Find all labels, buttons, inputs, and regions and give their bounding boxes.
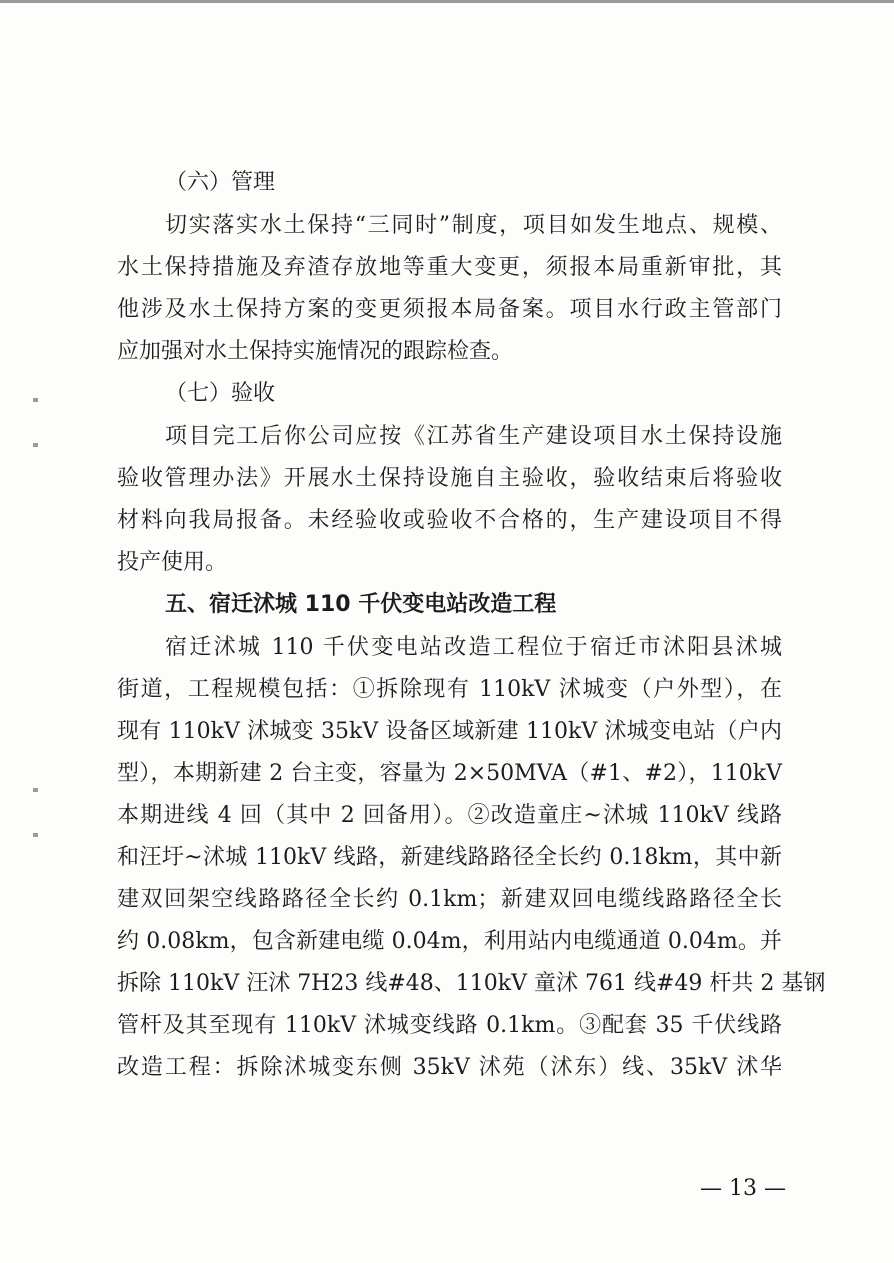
paragraph-line: 投产使用。 xyxy=(117,550,228,575)
paragraph-line: 型），本期新建 2 台主变，容量为 2×50MVA（#1、#2），110kV xyxy=(117,761,782,786)
paragraph-line: 管杆及其至现有 110kV 沭城变线路 0.1km。③配套 35 千伏线路 xyxy=(117,1013,782,1038)
section-heading-project: 五、宿迁沭城 110 千伏变电站改造工程 xyxy=(165,592,557,617)
paragraph-line: 改造工程：拆除沭城变东侧 35kV 沭苑（沭东）线、35kV 沭华 xyxy=(117,1055,782,1080)
section-heading-management: （六）管理 xyxy=(165,170,276,195)
paragraph-line: 项目完工后你公司应按《江苏省生产建设项目水土保持设施 xyxy=(165,424,782,449)
section-heading-acceptance: （七）验收 xyxy=(165,381,276,406)
paragraph-line: 和汪圩~沭城 110kV 线路，新建线路路径全长约 0.18km，其中新 xyxy=(117,845,782,870)
paragraph-line: 建双回架空线路路径全长约 0.1km；新建双回电缆线路路径全长 xyxy=(117,887,782,912)
paragraph-line: 拆除 110kV 汪沭 7H23 线#48、110kV 童沭 761 线#49 杆共 2 基钢 xyxy=(117,971,826,996)
paragraph-line: 切实落实水土保持“三同时”制度，项目如发生地点、规模、 xyxy=(165,213,782,238)
paragraph-line: 材料向我局报备。未经验收或验收不合格的，生产建设项目不得 xyxy=(117,508,782,533)
scan-margin-mark xyxy=(33,443,38,447)
paragraph-line: 约 0.08km，包含新建电缆 0.04m，利用站内电缆通道 0.04m。并 xyxy=(117,929,782,954)
paragraph-line: 本期进线 4 回（其中 2 回备用）。②改造童庄~沭城 110kV 线路 xyxy=(117,803,782,828)
paragraph-line: 街道，工程规模包括：①拆除现有 110kV 沭城变（户外型），在 xyxy=(117,677,782,702)
paragraph-line: 现有 110kV 沭城变 35kV 设备区域新建 110kV 沭城变电站（户内 xyxy=(117,719,782,744)
paragraph-line: 宿迁沭城 110 千伏变电站改造工程位于宿迁市沭阳县沭城 xyxy=(165,635,782,660)
scan-margin-mark xyxy=(33,833,38,837)
paragraph-line: 应加强对水土保持实施情况的跟踪检查。 xyxy=(117,339,514,364)
scan-margin-mark xyxy=(33,788,38,792)
paragraph-line: 验收管理办法》开展水土保持设施自主验收，验收结束后将验收 xyxy=(117,466,782,491)
page-number: — 13 — xyxy=(700,1176,786,1201)
paragraph-line: 水土保持措施及弃渣存放地等重大变更，须报本局重新审批，其 xyxy=(117,255,782,280)
paragraph-line: 他涉及水土保持方案的变更须报本局备案。项目水行政主管部门 xyxy=(117,297,782,322)
scan-margin-mark xyxy=(33,398,38,402)
